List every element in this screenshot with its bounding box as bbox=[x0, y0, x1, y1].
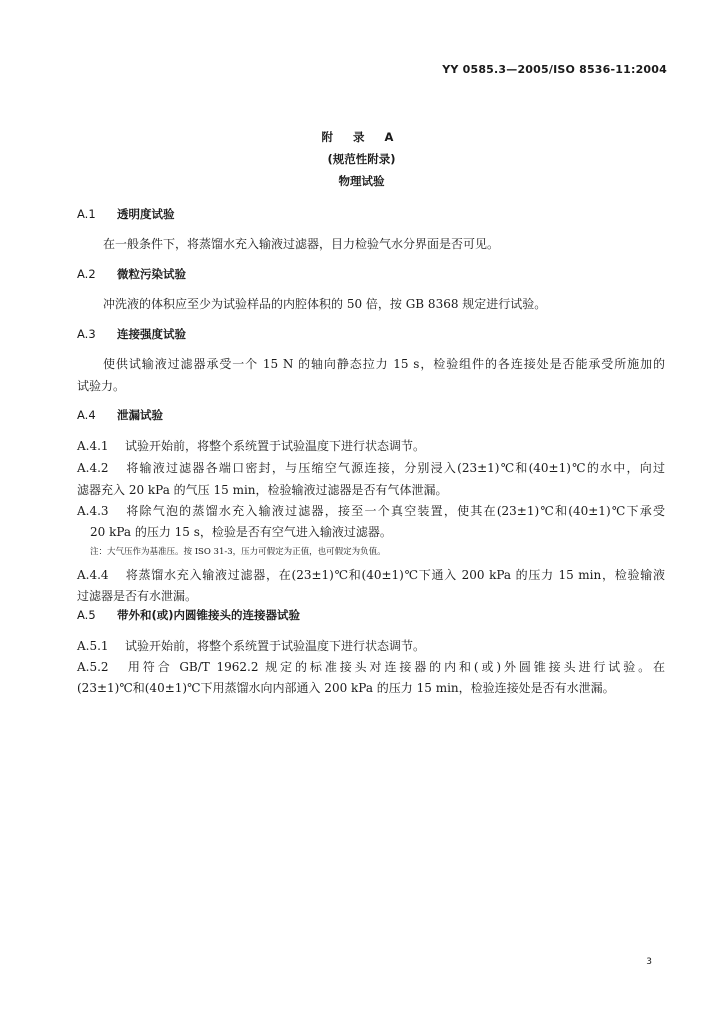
document-header-id: YY 0585.3—2005/ISO 8536-11:2004 bbox=[442, 63, 667, 76]
section-title: 透明度试验 bbox=[117, 207, 175, 221]
clause-number: A.4.2 bbox=[77, 461, 109, 475]
section-a3-text-line2: 试验力。 bbox=[77, 379, 126, 393]
clause-text: 试验开始前，将整个系统置于试验温度下进行状态调节。 bbox=[125, 639, 426, 653]
section-a5-heading bbox=[77, 607, 300, 623]
section-a2-heading bbox=[77, 266, 186, 282]
clause-a43-line1 bbox=[77, 502, 665, 519]
clause-number: A.4.1 bbox=[77, 439, 109, 453]
clause-text: 用符合 GB/T 1962.2 规定的标准接头对连接器的内和(或)外圆锥接头进行试验。在 bbox=[125, 660, 665, 674]
clause-a52-line1 bbox=[77, 658, 665, 675]
section-a3-heading bbox=[77, 326, 186, 342]
section-title: 微粒污染试验 bbox=[117, 267, 186, 281]
section-a4-heading bbox=[77, 407, 163, 423]
clause-number: A.5.1 bbox=[77, 639, 109, 653]
clause-number: A.4.4 bbox=[77, 568, 109, 582]
annex-heading: 物理试验 bbox=[338, 174, 385, 188]
clause-a52-line2: (23±1)℃和(40±1)℃下用蒸馏水向内部通入 200 kPa 的压力 15 min，检验连接处是否有水泄漏。 bbox=[77, 681, 615, 695]
clause-text: 将除气泡的蒸馏水充入输液过滤器，接至一个真空装置，使其在(23±1)℃和(40±1)℃下承受 bbox=[125, 504, 665, 518]
clause-text: 将输液过滤器各端口密封，与压缩空气源连接，分别浸入(23±1)℃和(40±1)℃的水中，向过 bbox=[125, 461, 665, 475]
annex-subtitle: (规范性附录) bbox=[327, 152, 396, 166]
section-a3-text-line1: 使供试输液过滤器承受一个 15 N 的轴向静态拉力 15 s，检验组件的各连接处是否能承受所施加的 bbox=[103, 357, 665, 371]
section-number: A.5 bbox=[77, 608, 96, 622]
annex-title-block bbox=[0, 126, 723, 192]
clause-a44-line2: 过滤器是否有水泄漏。 bbox=[77, 589, 198, 603]
clause-a41 bbox=[77, 437, 425, 454]
section-number: A.3 bbox=[77, 327, 96, 341]
clause-text: 将蒸馏水充入输液过滤器，在(23±1)℃和(40±1)℃下通入 200 kPa 的压力 15 min，检验输液 bbox=[125, 568, 665, 582]
annex-title: 附 录 A bbox=[321, 130, 402, 144]
clause-a42-line1 bbox=[77, 459, 665, 476]
section-a2-text: 冲洗液的体积应至少为试验样品的内腔体积的 50 倍，按 GB 8368 规定进行试验。 bbox=[103, 297, 547, 311]
clause-number: A.5.2 bbox=[77, 660, 109, 674]
section-title: 带外和(或)内圆锥接头的连接器试验 bbox=[117, 608, 301, 622]
pressure-note: 注：大气压作为基准压。按 ISO 31-3，压力可假定为正值，也可假定为负值。 bbox=[90, 547, 386, 557]
clause-text: 试验开始前，将整个系统置于试验温度下进行状态调节。 bbox=[125, 439, 426, 453]
clause-number: A.4.3 bbox=[77, 504, 109, 518]
clause-a42-line2: 滤器充入 20 kPa 的气压 15 min，检验输液过滤器是否有气体泄漏。 bbox=[77, 483, 448, 497]
section-a1-text: 在一般条件下，将蒸馏水充入输液过滤器，目力检验气水分界面是否可见。 bbox=[103, 237, 500, 251]
clause-a44-line1 bbox=[77, 566, 665, 583]
section-number: A.2 bbox=[77, 267, 96, 281]
clause-a43-line2: 20 kPa 的压力 15 s，检验是否有空气进入输液过滤器。 bbox=[90, 525, 392, 539]
section-title: 泄漏试验 bbox=[117, 408, 163, 422]
section-title: 连接强度试验 bbox=[117, 327, 186, 341]
page-number: 3 bbox=[646, 957, 652, 967]
clause-a51 bbox=[77, 637, 425, 654]
section-number: A.4 bbox=[77, 408, 96, 422]
section-number: A.1 bbox=[77, 207, 96, 221]
section-a1-heading bbox=[77, 206, 175, 222]
